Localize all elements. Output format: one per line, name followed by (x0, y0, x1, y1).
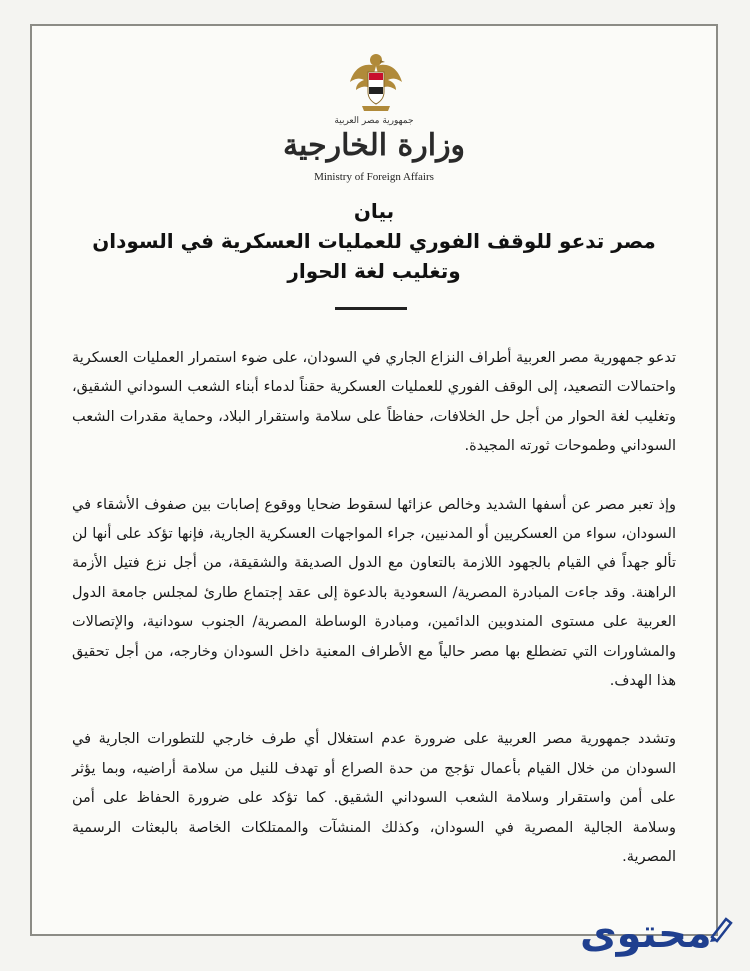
site-watermark (580, 905, 740, 965)
ministry-arabic-name: وزارة الخارجية (282, 128, 466, 163)
paragraph-1: تدعو جمهورية مصر العربية أطراف النزاع الجاري في السودان، على ضوء استمرار العمليات العسكرية واحتمالات التصعيد، إلى الوقف الفوري للعمليات العسكرية حقناً لدماء أبناء الشعب السوداني الشقيق، وتغليب لغة الحوار من أجل حل الخلافات، حفاظاً على سلامة واستقرار البلاد، وحماية مقدرات الشعب السوداني وطموحات ثورته المجيدة. (72, 350, 676, 455)
paragraph-2: وإذ تعبر مصر عن أسفها الشديد وخالص عزائها لسقوط ضحايا ووقوع إصابات بين صفوف الأشقاء في السودان، سواء من العسكريين أو المدنيين، جراء المواجهات العسكرية الجارية، فإنها تؤكد على أنها لن تألو جهداً في القيام بالجهود اللازمة بالتعاون مع الدول الصديقة والشقيقة، من أجل نزع فتيل الأزمة الراهنة. وقد جاءت المبادرة المصرية/ السعودية بالدعوة إلى عقد إجتماع طارئ لمجلس جامعة الدول العربية على مستوى المندوبين الدائمين، ومبادرة الوساطة المصرية/ الجنوب سودانية، والإتصالات والمشاورات التي تضطلع بها مصر حالياً مع الأطراف المعنية داخل السودان وخارجه، من أجل تحقيق هذا الهدف. (72, 496, 676, 690)
statement-body (72, 344, 676, 902)
statement-title: مصر تدعو للوقف الفوري للعمليات العسكرية في السودان (92, 229, 656, 253)
pen-icon (706, 913, 736, 943)
document-sheet (30, 24, 718, 936)
statement-label: بيان (353, 199, 395, 223)
heading-divider (335, 307, 407, 310)
eagle-of-saladin-icon (346, 48, 406, 114)
paragraph-3: وتشدد جمهورية مصر العربية على ضرورة عدم استغلال أي طرف خارجي للتطورات الجارية في السودان من خلال القيام بأعمال تؤجج من حدة الصراع أو تهدف للنيل من سلامة أراضيه، وبما يؤثر على أمن واستقرار وسلامة الشعب السوداني الشقيق. كما تؤكد على ضرورة الحفاظ على أمن وسلامة الجالية المصرية في السودان، وكذلك المنشآت والممتلكات الخاصة بالبعثات الرسمية المصرية. (72, 731, 676, 866)
watermark-text: محتوى (580, 911, 712, 957)
country-name-label: جمهورية مصر العربية (334, 116, 414, 126)
ministry-english-name: Ministry of Foreign Affairs (314, 171, 434, 183)
statement-subtitle: وتغليب لغة الحوار (287, 259, 461, 283)
statement-heading (32, 196, 716, 286)
letterhead (32, 48, 716, 208)
